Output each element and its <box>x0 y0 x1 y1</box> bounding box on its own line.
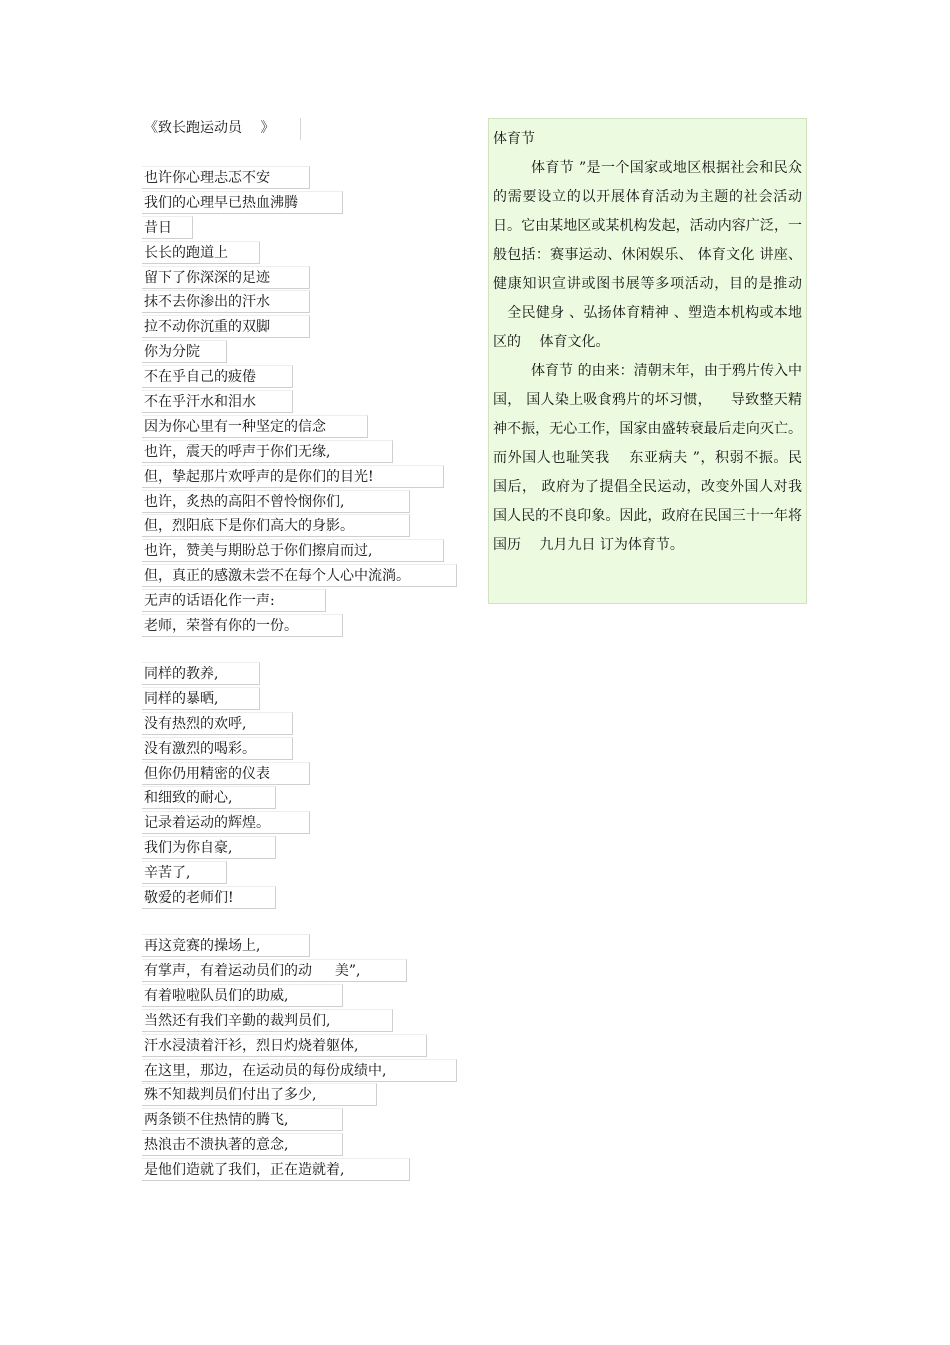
poem-line: 也许，震天的呼声于你们无缘, <box>142 440 393 463</box>
panel-paragraph-definition: 体育节 ”是一个国家或地区根据社会和民众的需要设立的以开展体育活动为主题的社会活动日。它由某地区或某机构发起，活动内容广泛，一般包括：赛事运动、休闲娱乐、 体育文化 讲座、 健康知识宣讲或图书展等多项活动，目的是推动 全民健身 、弘扬体育精神 、塑造本机构或本地区的 体育文化。 <box>493 160 802 350</box>
poem-line: 同样的暴晒, <box>142 687 260 710</box>
poem-line: 也许，炙热的高阳不曾怜悯你们, <box>142 490 410 513</box>
poem-stanza <box>142 166 482 637</box>
poem-line: 但，烈阳底下是你们高大的身影。 <box>142 514 410 537</box>
poem-stanza <box>142 934 482 1181</box>
poem-line: 再这竞赛的操场上, <box>142 934 310 957</box>
poem-title-text: 《致长跑运动员 》 <box>144 120 275 136</box>
poem-line: 两条锁不住热情的腾飞, <box>142 1108 343 1131</box>
poem-line: 殊不知裁判员们付出了多少, <box>142 1083 377 1106</box>
poem-line: 拉不动你沉重的双脚 <box>142 315 310 338</box>
poem-line: 无声的话语化作一声: <box>142 589 326 612</box>
poem-line: 但，真正的感激未尝不在每个人心中流淌。 <box>142 564 457 587</box>
poem-line: 抹不去你渗出的汗水 <box>142 290 310 313</box>
poem-line: 但你仍用精密的仪表 <box>142 762 310 785</box>
title-frame-divider <box>300 118 302 140</box>
poem-line: 在这里，那边，在运动员的每份成绩中, <box>142 1059 457 1082</box>
poem-line: 你为分院 <box>142 340 227 363</box>
poem-line: 长长的跑道上 <box>142 241 260 264</box>
poem-line: 是他们造就了我们，正在造就着, <box>142 1158 410 1181</box>
poem-stanza <box>142 662 482 909</box>
poem-line: 有着啦啦队员们的助威, <box>142 984 343 1007</box>
poem-line: 留下了你深深的足迹 <box>142 266 310 289</box>
panel-paragraph-origin: 体育节 的由来：清朝末年，由于鸦片传入中国， 国人染上吸食鸦片的坏习惯， 导致整天精神不振，无心工作，国家由盛转衰最后走向灭亡。 而外国人也耻笑我 东亚病夫 ”，积弱不振。民国后， 政府为了提倡全民运动，改变外国人对我国人民的不良印象。因此，政府在民国三十一年将国历 九月九日 订为体育节。 <box>493 363 802 553</box>
poem-line: 我们为你自豪, <box>142 836 276 859</box>
poem-line: 有掌声，有着运动员们的动 美”, <box>142 959 407 982</box>
poem-line: 同样的教养, <box>142 662 260 685</box>
poem-line: 没有热烈的欢呼, <box>142 712 293 735</box>
poem-line: 没有激烈的喝彩。 <box>142 737 293 760</box>
panel-heading: 体育节 <box>493 131 535 147</box>
poem-line: 我们的心理早已热血沸腾 <box>142 191 343 214</box>
poem-line: 汗水浸渍着汗衫，烈日灼烧着躯体, <box>142 1034 427 1057</box>
poem-line: 辛苦了, <box>142 861 227 884</box>
poem-line: 和细致的耐心, <box>142 786 276 809</box>
poem-line: 热浪击不溃执著的意念, <box>142 1133 343 1156</box>
poem-stanzas <box>142 166 482 1181</box>
poem-line: 但，挚起那片欢呼声的是你们的目光! <box>142 465 444 488</box>
poem-line: 因为你心里有一种坚定的信念 <box>142 415 368 438</box>
poem-line: 昔日 <box>142 216 193 239</box>
poem-line: 也许你心理忐忑不安 <box>142 166 310 189</box>
poem-column <box>142 116 482 1206</box>
poem-title <box>142 116 482 140</box>
poem-line: 敬爱的老师们! <box>142 886 276 909</box>
poem-line: 老师，荣誉有你的一份。 <box>142 614 343 637</box>
sports-festival-panel <box>488 118 807 604</box>
poem-line: 不在乎汗水和泪水 <box>142 390 293 413</box>
poem-line: 不在乎自己的疲倦 <box>142 365 293 388</box>
poem-line: 也许，赞美与期盼总于你们擦肩而过, <box>142 539 444 562</box>
poem-line: 记录着运动的辉煌。 <box>142 811 310 834</box>
poem-line: 当然还有我们辛勤的裁判员们, <box>142 1009 393 1032</box>
